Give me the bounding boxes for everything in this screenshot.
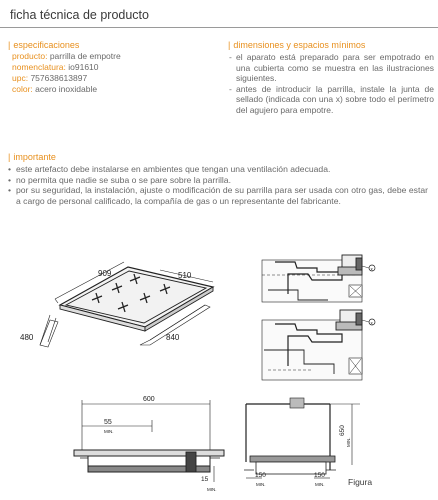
seal-section-detail-bottom	[262, 310, 375, 380]
dimension-510: 510	[178, 271, 192, 280]
spec-row-product: producto: parrilla de empotre	[12, 51, 121, 61]
dimension-909: 909	[98, 269, 112, 278]
important-item: • no permita que nadie se suba o se pare sobre la parrilla.	[8, 175, 428, 186]
dimension-150-right: 150	[314, 472, 325, 479]
dimension-55: 55	[104, 419, 112, 426]
figure-caption: Figura	[348, 477, 373, 487]
page-title: ficha técnica de producto	[10, 8, 149, 22]
title-divider	[0, 27, 438, 28]
dimension-min-label: MIN.	[315, 482, 325, 487]
specifications-heading: | especificaciones	[8, 40, 80, 50]
dimension-min-label: MIN.	[207, 487, 217, 492]
dimension-840: 840	[166, 333, 180, 342]
seal-section-detail-top	[262, 255, 375, 302]
dimension-150-left: 150	[255, 472, 266, 479]
dimension-min-label: MIN.	[346, 437, 351, 447]
dimension-650: 650	[339, 425, 346, 436]
dimension-480: 480	[20, 333, 34, 342]
dimension-min-label: MIN.	[104, 429, 114, 434]
important-item: • este artefacto debe instalarse en ambientes que tengan una ventilación adecuada.	[8, 164, 428, 175]
side-clearance-drawing	[244, 398, 360, 487]
spec-row-upc: upc: 757638613897	[12, 73, 88, 83]
dimensions-heading: | dimensiones y espacios mínimos	[228, 40, 366, 50]
dimensions-item: - el aparato está preparado para ser empotrado en una cubierta como se muestra en las ilustraciones siguientes.	[228, 52, 434, 84]
important-heading: | importante	[8, 152, 56, 162]
installation-drawings	[0, 250, 438, 500]
specifications-section	[8, 40, 208, 95]
cooktop-isometric-drawing	[20, 262, 213, 347]
dimension-15: 15	[201, 476, 209, 483]
dimensions-section	[228, 40, 434, 115]
spec-row-nomenclature: nomenclatura: io91610	[12, 62, 99, 72]
important-item: • por su seguridad, la instalación, ajuste o modificación de su parrilla para ser usada con otro gas, debe estar a cargo de personal calificado, la compañía de gas o un representante del fabricante.	[8, 185, 428, 206]
dimension-600: 600	[143, 396, 155, 403]
dimension-min-label: MIN.	[256, 482, 266, 487]
front-installation-drawing	[74, 396, 224, 492]
spec-row-color: color: acero inoxidable	[12, 84, 98, 94]
seal-marker-x: x	[370, 266, 373, 272]
seal-marker-x: x	[370, 320, 373, 326]
dimensions-item: - antes de introducir la parrilla, instale la junta de sellado (indicada con una x) sobre todo el perímetro del agujero para empotre.	[228, 84, 434, 116]
important-section	[8, 152, 428, 206]
